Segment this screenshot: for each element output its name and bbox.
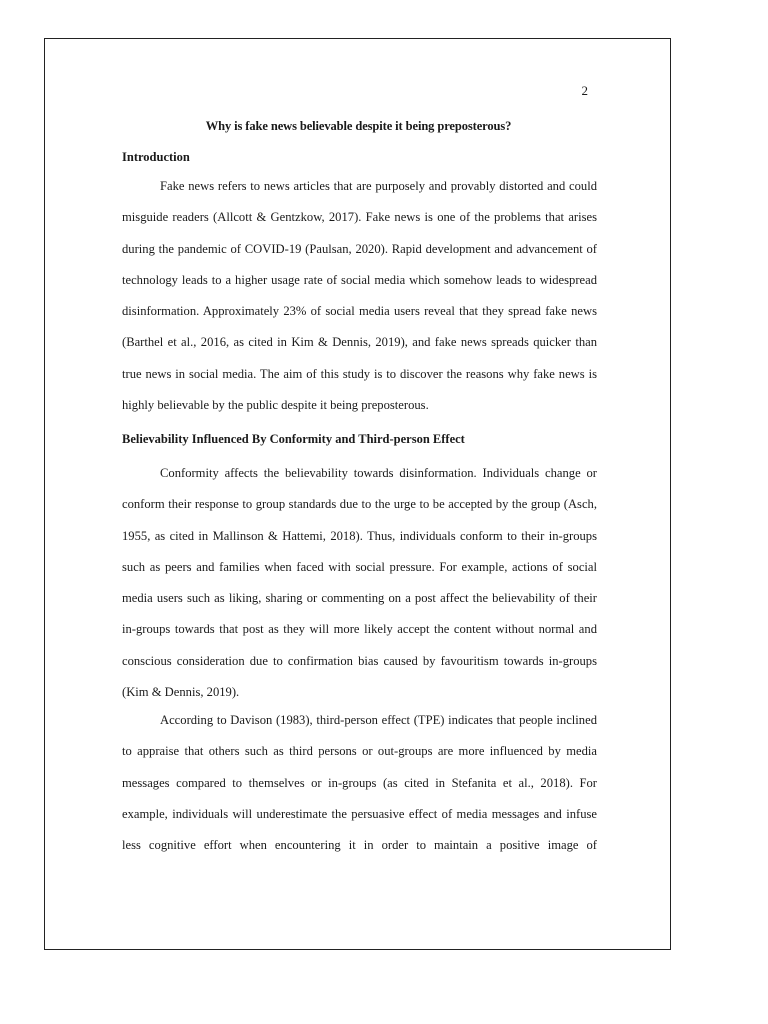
page-number: 2 bbox=[581, 83, 588, 98]
section-heading-believability: Believability Influenced By Conformity and Third-person Effect bbox=[122, 432, 465, 446]
paragraph-conformity: Conformity affects the believability towards disinformation. Individuals change or conform their response to group standards due to the urge to be accepted by the group (Asch, 1955, as cited in Mallinson & Hattemi, 2018). Thus, individuals conform to their in-groups such as peers and families when faced with social pressure. For example, actions of social media users such as liking, sharing or commenting on a post affect the believability of their in-groups towards that post as they will more likely accept the content without normal and conscious consideration due to confirmation bias caused by favouritism towards in-groups (Kim & Dennis, 2019). bbox=[122, 466, 597, 700]
section-heading-introduction: Introduction bbox=[122, 150, 190, 164]
document-page bbox=[44, 38, 671, 950]
paragraph-introduction: Fake news refers to news articles that are purposely and provably distorted and could misguide readers (Allcott & Gentzkow, 2017). Fake news is one of the problems that arises during the pandemic of COVID-19 (Paulsan, 2020). Rapid development and advancement of technology leads to a higher usage rate of social media which somehow leads to widespread disinformation. Approximately 23% of social media users reveal that they spread fake news (Barthel et al., 2016, as cited in Kim & Dennis, 2019), and fake news spreads quicker than true news in social media. The aim of this study is to discover the reasons why fake news is highly believable by the public despite it being preposterous. bbox=[122, 179, 597, 413]
document-title: Why is fake news believable despite it being preposterous? bbox=[205, 119, 512, 133]
paragraph-third-person-effect: According to Davison (1983), third-person effect (TPE) indicates that people inclined to appraise that others such as third persons or out-groups are more influenced by media messages compared to themselves or in-groups (as cited in Stefanita et al., 2018). For example, individuals will underestimate the persuasive effect of media messages and infuse less cognitive effort when encountering it in order to maintain a positive image of bbox=[122, 713, 597, 853]
